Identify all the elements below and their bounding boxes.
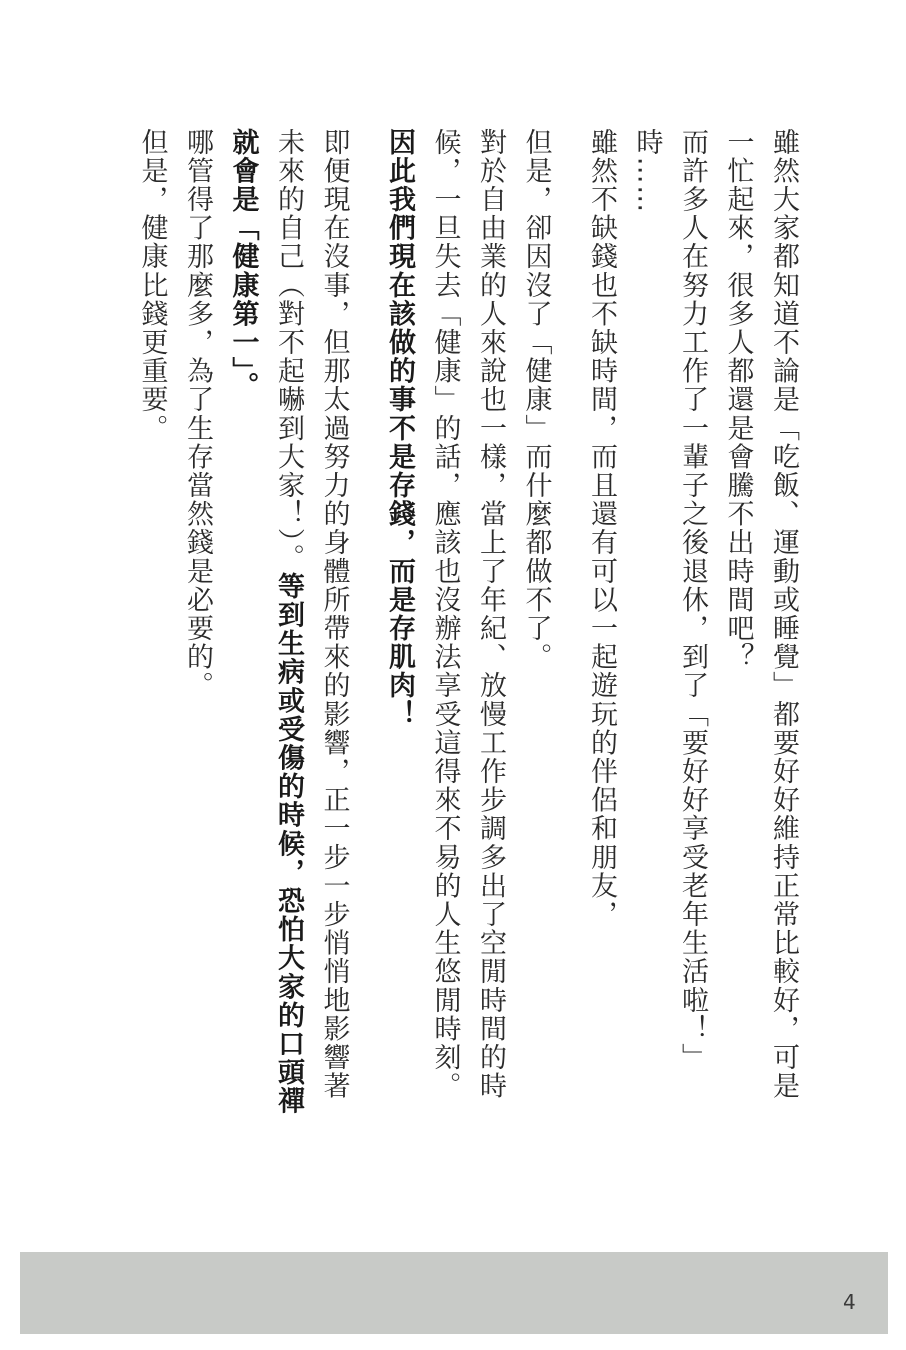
body-text <box>86 128 806 1128</box>
paragraph-6 <box>377 128 423 1128</box>
paragraph-3: 雖然不缺錢也不缺時間，而且還有可以一起遊玩的伴侶和朋友， <box>586 128 617 929</box>
page-number: 4 <box>843 1290 856 1314</box>
paragraph-5: 對於自由業的人來說也一樣，當上了年紀、放慢工作步調多出了空閒時間的時候，一旦失去「健康」的話，應該也沒辦法享受這得來不易的人生悠閒時刻。 <box>429 128 506 1101</box>
paragraph-7 <box>220 128 357 1128</box>
emphasis-health-first: 等到生病或受傷的時候，恐怕大家的口頭禪就會是「健康第一」。 <box>227 128 304 1116</box>
footer-band <box>20 1252 888 1334</box>
paragraph-4: 但是，卻因沒了「健康」而什麼都做不了。 <box>520 128 552 672</box>
emphasis-save-muscle: 因此我們現在該做的事不是存錢，而是存肌肉！ <box>384 128 415 729</box>
paragraph-1: 雖然大家都知道不論是「吃飯、運動或睡覺」都要好好維持正常比較好，可是一忙起來，很多人都還是會騰不出時間吧？ <box>722 128 799 1101</box>
paragraph-8: 哪管得了那麼多，為了生存當然錢是必要的。 <box>182 128 213 700</box>
paragraph-7-text: 即便現在沒事，但那太過努力的身體所帶來的影響，正一步一步悄悄地影響著未來的自己（對不起嚇到大家！）。 <box>273 128 350 1101</box>
paragraph-2: 而許多人在努力工作了一輩子之後退休，到了「要好好享受老年生活啦！」時…… <box>631 128 708 1072</box>
paragraph-9: 但是，健康比錢更重要。 <box>136 128 168 443</box>
